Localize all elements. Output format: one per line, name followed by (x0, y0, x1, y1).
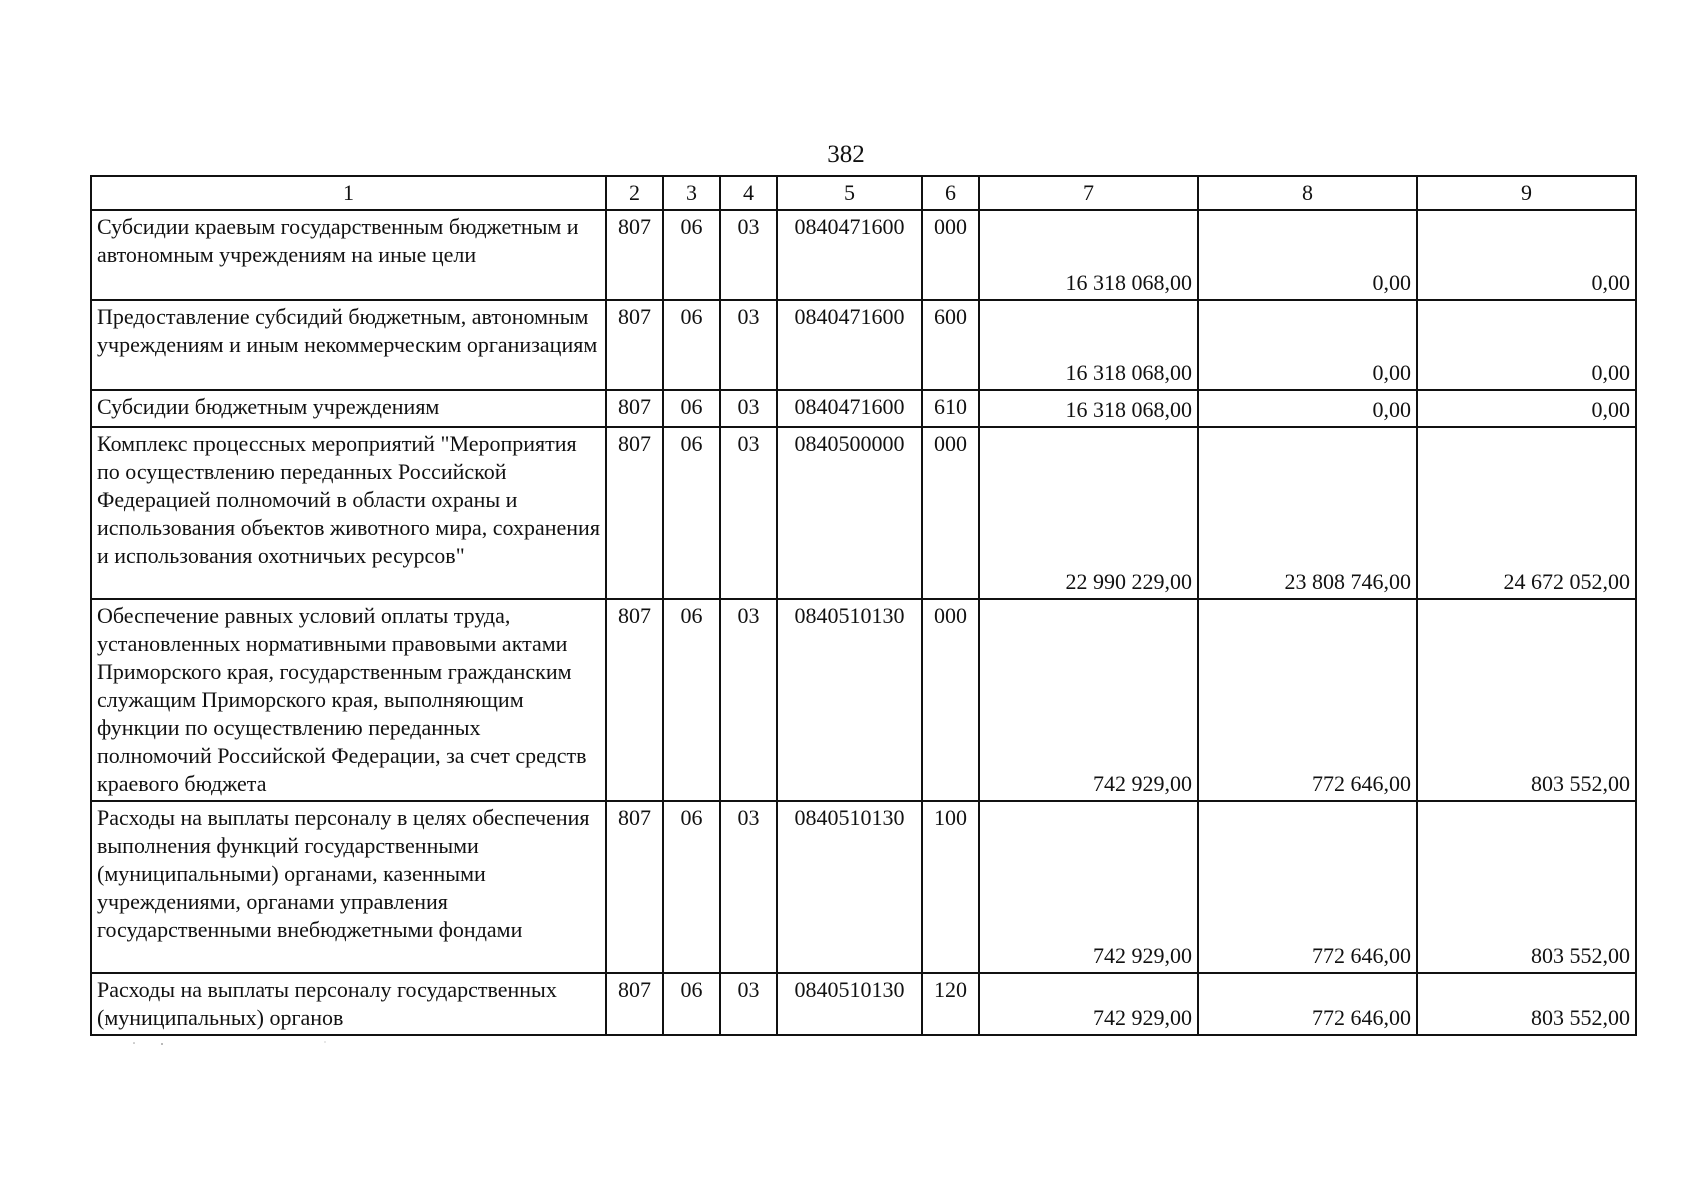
target-article-code: 0840471600 (777, 390, 922, 427)
section-code: 06 (663, 210, 720, 300)
amount-year-2: 0,00 (1198, 390, 1417, 427)
expense-name: Предоставление субсидий бюджетным, автономным учреждениям и иным некоммерческим организациям (91, 300, 606, 390)
table-row (91, 599, 1636, 801)
amount-year-3: 0,00 (1417, 210, 1636, 300)
expense-type-code: 000 (922, 427, 979, 599)
column-header: 7 (979, 176, 1198, 210)
target-article-code: 0840471600 (777, 210, 922, 300)
section-code: 06 (663, 801, 720, 973)
column-header: 4 (720, 176, 777, 210)
column-number-row (91, 176, 1636, 210)
column-header: 2 (606, 176, 663, 210)
target-article-code: 0840510130 (777, 973, 922, 1035)
amount-year-3: 803 552,00 (1417, 599, 1636, 801)
column-header: 9 (1417, 176, 1636, 210)
amount-year-2: 0,00 (1198, 210, 1417, 300)
column-header: 3 (663, 176, 720, 210)
amount-year-1: 742 929,00 (979, 973, 1198, 1035)
target-article-code: 0840471600 (777, 300, 922, 390)
target-article-code: 0840500000 (777, 427, 922, 599)
ministry-code: 807 (606, 599, 663, 801)
amount-year-2: 0,00 (1198, 300, 1417, 390)
section-code: 06 (663, 300, 720, 390)
column-header: 1 (91, 176, 606, 210)
table-row (91, 427, 1636, 599)
target-article-code: 0840510130 (777, 599, 922, 801)
amount-year-3: 803 552,00 (1417, 973, 1636, 1035)
page-number: 382 (827, 141, 865, 168)
amount-year-1: 742 929,00 (979, 599, 1198, 801)
table-row (91, 210, 1636, 300)
expense-type-code: 120 (922, 973, 979, 1035)
budget-table (90, 175, 1637, 1036)
subsection-code: 03 (720, 801, 777, 973)
amount-year-2: 772 646,00 (1198, 801, 1417, 973)
amount-year-3: 0,00 (1417, 300, 1636, 390)
amount-year-1: 22 990 229,00 (979, 427, 1198, 599)
expense-name: Субсидии краевым государственным бюджетным и автономным учреждениям на иные цели (91, 210, 606, 300)
target-article-code: 0840510130 (777, 801, 922, 973)
amount-year-1: 16 318 068,00 (979, 390, 1198, 427)
amount-year-3: 24 672 052,00 (1417, 427, 1636, 599)
table-row (91, 390, 1636, 427)
section-code: 06 (663, 390, 720, 427)
subsection-code: 03 (720, 427, 777, 599)
expense-type-code: 610 (922, 390, 979, 427)
ministry-code: 807 (606, 973, 663, 1035)
ministry-code: 807 (606, 300, 663, 390)
subsection-code: 03 (720, 599, 777, 801)
section-code: 06 (663, 427, 720, 599)
expense-type-code: 000 (922, 599, 979, 801)
expense-name: Расходы на выплаты персоналу в целях обеспечения выполнения функций государственными (муниципальными) органами, казенными учреждениями, органами управления государственными внебюджетными фондами (91, 801, 606, 973)
amount-year-1: 742 929,00 (979, 801, 1198, 973)
amount-year-3: 803 552,00 (1417, 801, 1636, 973)
column-header: 5 (777, 176, 922, 210)
expense-name: Обеспечение равных условий оплаты труда, установленных нормативными правовыми актами Приморского края, государственным гражданским служащим Приморского края, выполняющим функции по осуществлению переданных полномочий Российской Федерации, за счет средств краевого бюджета (91, 599, 606, 801)
amount-year-1: 16 318 068,00 (979, 210, 1198, 300)
amount-year-2: 23 808 746,00 (1198, 427, 1417, 599)
expense-name: Расходы на выплаты персоналу государственных (муниципальных) органов (91, 973, 606, 1035)
amount-year-2: 772 646,00 (1198, 599, 1417, 801)
column-header: 8 (1198, 176, 1417, 210)
subsection-code: 03 (720, 390, 777, 427)
expense-type-code: 000 (922, 210, 979, 300)
subsection-code: 03 (720, 300, 777, 390)
expense-type-code: 600 (922, 300, 979, 390)
scan-specks (130, 1040, 330, 1048)
table-row (91, 973, 1636, 1035)
section-code: 06 (663, 599, 720, 801)
table-row (91, 300, 1636, 390)
ministry-code: 807 (606, 427, 663, 599)
column-header: 6 (922, 176, 979, 210)
subsection-code: 03 (720, 973, 777, 1035)
expense-type-code: 100 (922, 801, 979, 973)
amount-year-3: 0,00 (1417, 390, 1636, 427)
section-code: 06 (663, 973, 720, 1035)
ministry-code: 807 (606, 801, 663, 973)
subsection-code: 03 (720, 210, 777, 300)
ministry-code: 807 (606, 390, 663, 427)
ministry-code: 807 (606, 210, 663, 300)
expense-name: Субсидии бюджетным учреждениям (91, 390, 606, 427)
amount-year-2: 772 646,00 (1198, 973, 1417, 1035)
amount-year-1: 16 318 068,00 (979, 300, 1198, 390)
expense-name: Комплекс процессных мероприятий "Мероприятия по осуществлению переданных Российской Федерацией полномочий в области охраны и использования объектов животного мира, сохранения и использования охотничьих ресурсов" (91, 427, 606, 599)
table-row (91, 801, 1636, 973)
